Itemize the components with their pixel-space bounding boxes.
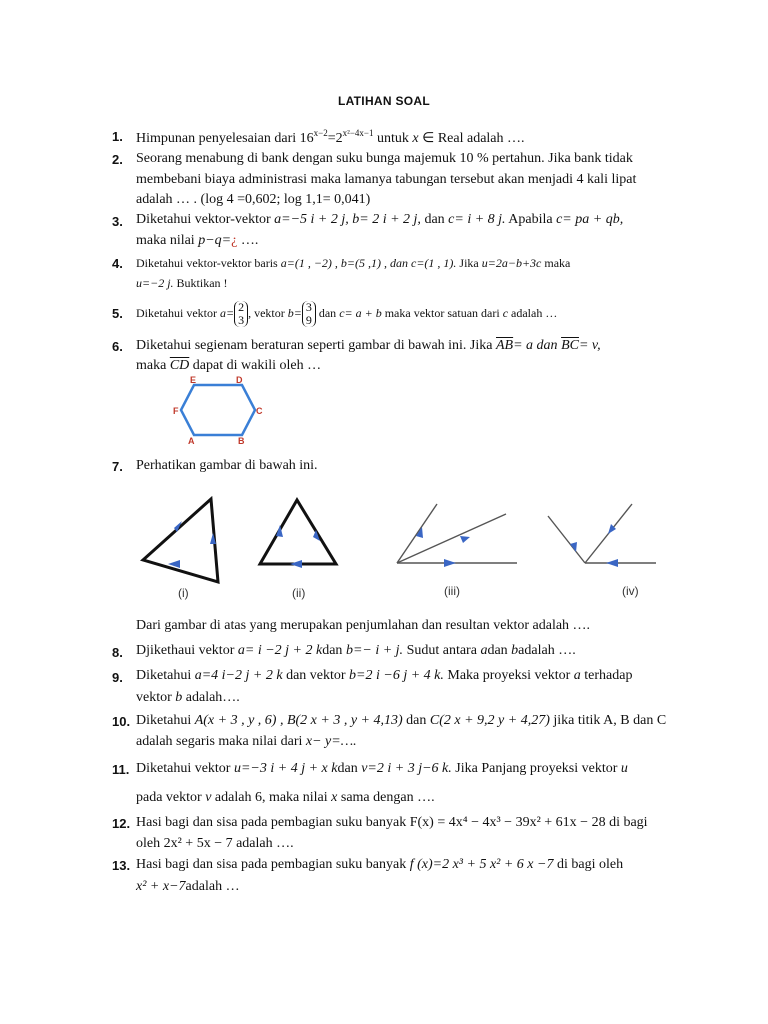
q9-part: Diketahui	[136, 668, 195, 683]
q13-polynomial: f (x)=2 x³ + 5 x² + 6 x −7	[409, 857, 554, 872]
question-5-text	[136, 294, 557, 332]
figure-caption-ii: (ii)	[292, 586, 306, 600]
q8-part: adalah ….	[518, 643, 576, 658]
q10-point-c: C(2 x + 9,2 y + 4,27)	[429, 713, 550, 728]
q11-vector-v: v=2 i + 3 j−6 k.	[361, 761, 452, 776]
q5-matrix-a	[234, 301, 248, 327]
figure-caption-iv: (iv)	[622, 584, 639, 598]
arrowhead-icon	[444, 559, 456, 567]
question-number: 1.	[112, 129, 123, 144]
question-6-line-1	[136, 338, 601, 354]
question-7-footer: Dari gambar di atas yang merupakan penjumlahan dan resultan vektor adalah ….	[136, 618, 591, 633]
arrowhead-icon	[460, 536, 470, 543]
q8-part: Djikethaui vektor	[136, 643, 238, 658]
q3-part: ….	[237, 233, 259, 248]
question-number: 13.	[112, 858, 131, 873]
q9-part: dan vektor	[282, 668, 350, 683]
q6-part: = v,	[578, 338, 601, 353]
triangle-figure-i	[143, 499, 218, 582]
arrowhead-icon	[606, 559, 618, 567]
q3-part: dan	[420, 212, 449, 227]
question-10-line-2	[136, 734, 357, 750]
question-9-line-2	[136, 690, 240, 706]
question-number: 12.	[112, 816, 131, 831]
q10-part: dan	[402, 713, 430, 728]
q1-part: untuk	[373, 131, 413, 146]
q5-vector-a: a=	[219, 306, 235, 320]
q5-part: , vektor	[248, 306, 288, 320]
q6-part: maka	[136, 358, 170, 373]
q4-part: Buktikan !	[173, 276, 228, 290]
q4-part: Diketahui vektor-vektor baris	[136, 256, 281, 270]
q8-vector-a: a= i −2 j + 2 k	[237, 643, 323, 658]
question-8-text	[136, 643, 576, 659]
hexagon-diagram	[170, 372, 270, 446]
question-3-line-2	[136, 233, 258, 249]
hexagon-label-b: B	[238, 436, 245, 446]
page-title: LATIHAN SOAL	[337, 94, 431, 108]
q10-part: adalah segaris maka nilai dari	[136, 734, 306, 749]
question-number: 9.	[112, 670, 123, 685]
q5-matrix-entry: 2	[238, 300, 245, 315]
q4-equation: u=−2 j.	[136, 276, 174, 290]
q3-part: maka nilai	[136, 233, 199, 248]
q5-part: maka vektor satuan dari	[381, 306, 503, 320]
question-13-line-2	[136, 879, 240, 895]
q11-part: Diketahui vektor	[136, 761, 234, 776]
question-13-line-1	[136, 857, 623, 873]
q5-vector-c: c= a + b	[339, 306, 382, 320]
q5-vector-b: b=	[287, 306, 302, 320]
q9-part: terhadap	[580, 668, 633, 683]
question-2-line-2: membebani biaya administrasi maka lamanya tabungan tersebut akan menjadi 4 kali lipat	[136, 172, 637, 187]
question-2-line-3: adalah … . (log 4 =0,602; log 1,1= 0,041)	[136, 192, 371, 207]
vector-figures	[130, 496, 660, 608]
q9-symbol: a	[573, 668, 581, 683]
q11-part: pada vektor	[136, 790, 206, 805]
question-number: 10.	[112, 714, 131, 729]
question-4-line-2	[136, 276, 228, 291]
question-12-line-1: Hasi bagi dan sisa pada pembagian suku banyak F(x) = 4x⁴ − 4x³ − 39x² + 61x − 28 di bagi	[136, 815, 648, 830]
q4-part: Jika	[456, 256, 482, 270]
q8-part: dan	[487, 643, 512, 658]
question-3-line-1	[136, 212, 623, 228]
hexagon-label-d: D	[236, 375, 243, 385]
q3-vector-b: b= 2 i + 2 j,	[352, 212, 421, 227]
figure-caption-iii: (iii)	[444, 584, 460, 598]
q11-variable: x	[331, 790, 338, 805]
q5-part: dan	[315, 306, 340, 320]
q3-expression: p−q=	[198, 233, 232, 248]
question-number: 2.	[112, 152, 123, 167]
hexagon-shape	[181, 385, 255, 435]
q6-part: = a dan	[513, 338, 562, 353]
q10-expression: x− y=….	[305, 734, 357, 749]
question-7-text: Perhatikan gambar di bawah ini.	[136, 458, 318, 473]
question-number: 7.	[112, 459, 123, 474]
question-number: 11.	[112, 762, 130, 777]
q5-part: Diketahui vektor	[136, 306, 220, 320]
q9-vector-b: b=2 i −6 j + 4 k.	[349, 668, 444, 683]
q9-symbol: b	[175, 690, 183, 705]
q10-part: Diketahui	[136, 713, 195, 728]
question-11-line-2	[136, 790, 435, 806]
q1-part: =2	[327, 131, 343, 146]
q13-part: Hasi bagi dan sisa pada pembagian suku banyak	[136, 857, 410, 872]
q11-part: Jika Panjang proyeksi vektor	[451, 761, 621, 776]
triangle-figure-ii	[260, 500, 336, 564]
question-4-line-1	[136, 256, 570, 271]
q13-divisor: x² + x−7	[136, 879, 186, 894]
q11-part: dan	[337, 761, 362, 776]
q13-part: adalah …	[185, 879, 240, 894]
hexagon-label-e: E	[190, 375, 197, 385]
hexagon-label-a: A	[188, 436, 195, 446]
q11-part: adalah 6, maka nilai	[211, 790, 332, 805]
q4-part: maka	[541, 256, 571, 270]
q1-part: Himpunan penyelesaian dari 16	[136, 131, 314, 146]
question-11-line-1	[136, 761, 628, 777]
question-number: 3.	[112, 214, 123, 229]
question-number: 4.	[112, 256, 123, 271]
q3-vector-a: a=−5 i + 2 j,	[274, 212, 353, 227]
q11-symbol: u	[620, 761, 628, 776]
q5-matrix-entry: 3	[238, 313, 245, 328]
question-number: 8.	[112, 645, 123, 660]
q11-vector-u: u=−3 i + 4 j + x k	[233, 761, 338, 776]
q3-symbol: ¿	[231, 233, 238, 248]
q8-part: dan	[322, 643, 346, 658]
q5-vector-c: c	[502, 306, 509, 320]
q3-equation: c= pa + qb,	[556, 212, 624, 227]
question-number: 5.	[112, 306, 123, 321]
q9-part: adalah….	[182, 690, 240, 705]
question-9-line-1	[136, 668, 632, 684]
q9-vector-a: a=4 i−2 j + 2 k	[194, 668, 283, 683]
q8-symbol: a	[480, 643, 488, 658]
q3-part: Diketahui vektor-vektor	[136, 212, 275, 227]
hexagon-label-f: F	[173, 406, 179, 416]
q8-part: Sudut antara	[403, 643, 481, 658]
q8-symbol: b	[511, 643, 519, 658]
q8-vector-b: b=− i + j.	[345, 643, 404, 658]
q1-part: ∈ Real adalah ….	[418, 131, 525, 146]
question-number: 6.	[112, 339, 123, 354]
q9-part: Maka proyeksi vektor	[443, 668, 574, 683]
q5-part: adalah …	[508, 306, 558, 320]
q4-vectors: a=(1 , −2) , b=(5 ,1) , dan c=(1 , 1).	[280, 256, 457, 270]
q10-part: jika titik A, B dan C	[549, 713, 667, 728]
q11-part: sama dengan ….	[337, 790, 435, 805]
q5-matrix-entry: 9	[305, 313, 312, 328]
question-10-line-1	[136, 713, 666, 729]
q6-segment: $\overline{AB}$	[496, 338, 514, 353]
hexagon-label-c: C	[256, 406, 263, 416]
q11-symbol: v	[205, 790, 212, 805]
q1-variable: x	[412, 131, 419, 146]
q6-segment: $\overline{CD}$	[169, 358, 190, 373]
figure-caption-i: (i)	[178, 586, 189, 600]
q4-equation: u=2a−b+3c	[481, 256, 542, 270]
q6-part: Diketahui segienam beraturan seperti gambar di bawah ini. Jika	[136, 338, 496, 353]
q5-matrix-entry: 3	[305, 300, 312, 315]
question-2-line-1: Seorang menabung di bank dengan suku bunga majemuk 10 % pertahun. Jika bank tidak	[136, 151, 633, 166]
arrowhead-icon	[570, 542, 577, 552]
arrowhead-icon	[290, 560, 302, 568]
q3-part: Apabila	[505, 212, 557, 227]
q1-exponent: x²−4x−1	[342, 128, 374, 138]
q1-exponent: x−2	[313, 128, 328, 138]
q10-points: A(x + 3 , y , 6) , B(2 x + 3 , y + 4,13)	[194, 713, 403, 728]
q6-segment: $\overline{BC}$	[561, 338, 579, 353]
q13-part: di bagi oleh	[553, 857, 624, 872]
q6-part: dapat di wakili oleh …	[189, 358, 322, 373]
vector-line-iv-a	[548, 516, 585, 563]
q9-part: vektor	[136, 690, 176, 705]
question-1-text	[136, 128, 525, 147]
q5-matrix-b	[302, 301, 316, 327]
q3-vector-c: c= i + 8 j.	[448, 212, 506, 227]
question-12-line-2: oleh 2x² + 5x − 7 adalah ….	[136, 836, 294, 851]
